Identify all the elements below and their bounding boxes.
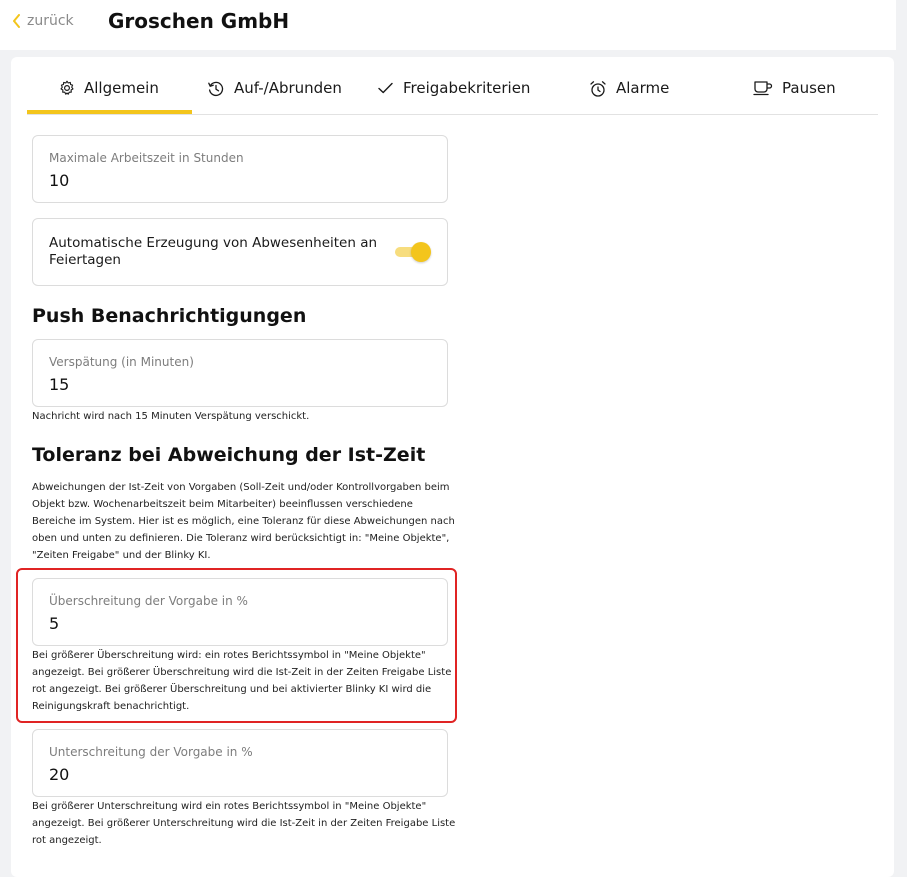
history-icon	[207, 80, 225, 98]
tab-label: Alarme	[616, 79, 670, 97]
overrun-input[interactable]: 5	[49, 614, 60, 633]
alarm-clock-icon	[589, 80, 607, 98]
underrun-input[interactable]: 20	[49, 765, 70, 784]
overrun-hint: Bei größerer Überschreitung wird: ein rotes Berichtssymbol in "Meine Objekte" angezeigt. Bei größerer Überschreitung wird die Ist-Zeit in der Zeiten Freigabe Liste rot angezeigt. Bei größerer Überschreitung und bei aktivierter Blinky KI wird die Reinigungskraft benachrichtigt.	[32, 650, 452, 712]
tab-auf-abrunden[interactable]	[207, 79, 342, 114]
underrun-field[interactable]	[32, 729, 448, 797]
push-heading: Push Benachrichtigungen	[32, 305, 307, 327]
back-link[interactable]	[12, 13, 74, 29]
gear-icon	[59, 80, 75, 96]
scrollbar[interactable]	[896, 0, 907, 863]
auto-absence-toggle[interactable]	[395, 242, 431, 262]
toggle-knob	[411, 242, 431, 262]
delay-input[interactable]: 15	[49, 375, 70, 394]
check-icon	[377, 80, 394, 96]
top-bar	[0, 0, 907, 50]
tab-label: Pausen	[782, 79, 836, 97]
tab-alarme[interactable]	[589, 79, 669, 114]
tab-label: Auf-/Abrunden	[234, 79, 342, 97]
tolerance-heading: Toleranz bei Abweichung der Ist-Zeit	[32, 444, 426, 466]
tab-label: Allgemein	[84, 79, 159, 97]
back-label: zurück	[27, 13, 74, 29]
field-label: Überschreitung der Vorgabe in %	[49, 594, 248, 608]
tab-freigabekriterien[interactable]	[377, 79, 530, 114]
max-hours-field[interactable]	[32, 135, 448, 203]
chevron-left-icon	[12, 14, 21, 28]
field-label: Unterschreitung der Vorgabe in %	[49, 745, 253, 759]
coffee-cup-icon	[753, 80, 773, 96]
settings-card	[11, 57, 894, 877]
tab-pausen[interactable]	[753, 79, 836, 114]
max-hours-input[interactable]: 10	[49, 171, 70, 190]
tab-allgemein[interactable]	[27, 79, 192, 114]
field-label: Maximale Arbeitszeit in Stunden	[49, 151, 244, 165]
tab-bar	[27, 57, 878, 115]
delay-hint: Nachricht wird nach 15 Minuten Verspätung verschickt.	[32, 411, 310, 422]
delay-field[interactable]	[32, 339, 448, 407]
toggle-label: Automatische Erzeugung von Abwesenheiten an Feiertagen	[49, 235, 378, 268]
auto-absence-setting	[32, 218, 448, 286]
underrun-hint: Bei größerer Unterschreitung wird ein rotes Berichtssymbol in "Meine Objekte" angezeigt. Bei größerer Unterschreitung wird die Ist-Zeit in der Zeiten Freigabe Liste rot angezeigt.	[32, 801, 456, 846]
field-label: Verspätung (in Minuten)	[49, 355, 194, 369]
tolerance-description: Abweichungen der Ist-Zeit von Vorgaben (Soll-Zeit und/oder Kontrollvorgaben beim Objekt bzw. Wochenarbeitszeit beim Mitarbeiter) beeinflussen verschiedene Bereiche im System. Hier ist es möglich, eine Toleranz für diese Abweichungen nach oben und unten zu definieren. Die Toleranz wird berücksichtigt in: "Meine Objekte", "Zeiten Freigabe" und der Blinky KI.	[32, 482, 455, 561]
highlight-box	[16, 568, 457, 723]
tab-label: Freigabekriterien	[403, 79, 531, 97]
page-title: Groschen GmbH	[108, 9, 290, 33]
